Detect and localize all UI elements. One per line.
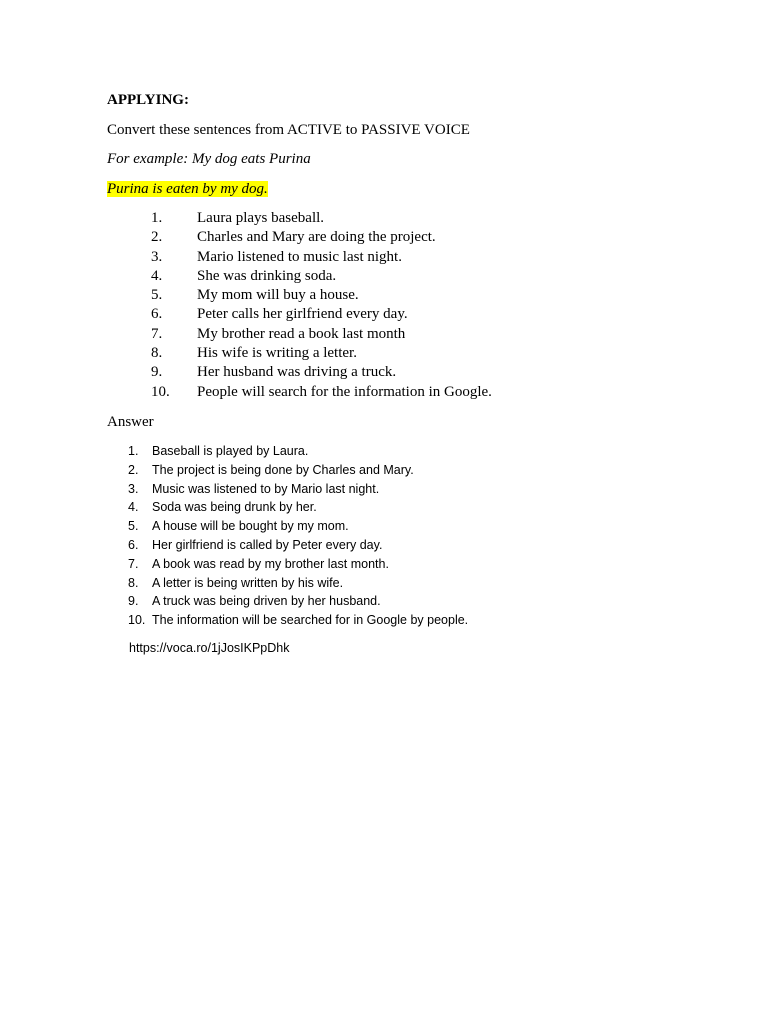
question-number: 7.	[151, 325, 163, 342]
question-number: 4.	[151, 267, 163, 284]
example-sentence: For example: My dog eats Purina	[107, 151, 311, 167]
answer-number: 8.	[128, 575, 139, 590]
answer-number: 4.	[128, 500, 139, 515]
highlighted-example-answer: Purina is eaten by my dog.	[107, 181, 268, 197]
audio-link[interactable]: https://voca.ro/1jJosIKPpDhk	[129, 641, 290, 655]
answer-item	[128, 555, 468, 574]
question-text: People will search for the information in Google.	[197, 383, 492, 400]
question-number: 1.	[151, 210, 163, 226]
answer-item	[128, 574, 468, 593]
question-item	[151, 325, 492, 344]
answer-heading: Answer	[107, 414, 154, 430]
answer-number: 10.	[128, 613, 146, 628]
answer-item	[128, 611, 468, 630]
answer-text: A letter is being written by his wife.	[152, 575, 344, 590]
answer-item	[128, 480, 468, 499]
question-list	[151, 209, 492, 402]
instruction-text: Convert these sentences from ACTIVE to PASSIVE VOICE	[107, 122, 470, 138]
answer-text: A book was read by my brother last month.	[152, 556, 389, 571]
question-number: 6.	[151, 306, 163, 323]
question-item	[151, 267, 492, 286]
answer-item	[128, 461, 468, 480]
example-answer	[107, 180, 268, 199]
answer-number: 2.	[128, 462, 139, 477]
answer-item	[128, 442, 468, 461]
question-item	[151, 228, 492, 247]
answer-text: Soda was being drunk by her.	[152, 500, 317, 515]
answer-text: Baseball is played by Laura.	[152, 444, 309, 458]
question-text: She was drinking soda.	[197, 267, 337, 284]
question-item	[151, 305, 492, 324]
answer-text: The information will be searched for in Google by people.	[152, 613, 469, 628]
question-number: 8.	[151, 345, 163, 362]
answer-number: 9.	[128, 594, 139, 609]
answer-number: 5.	[128, 519, 139, 534]
answer-number: 3.	[128, 481, 139, 496]
section-heading: APPLYING:	[107, 92, 189, 108]
question-text: Mario listened to music last night.	[197, 248, 402, 265]
answer-text: A truck was being driven by her husband.	[152, 594, 381, 609]
answer-item	[128, 592, 468, 611]
question-item	[151, 344, 492, 363]
question-number: 9.	[151, 364, 163, 381]
question-item	[151, 248, 492, 267]
answer-item	[128, 498, 468, 517]
question-text: Laura plays baseball.	[197, 210, 325, 226]
answer-text: The project is being done by Charles and Mary.	[152, 462, 414, 477]
question-item	[151, 286, 492, 305]
question-item	[151, 363, 492, 382]
question-text: My mom will buy a house.	[197, 287, 359, 304]
answer-text: A house will be bought by my mom.	[152, 519, 349, 534]
question-number: 5.	[151, 287, 163, 304]
answer-number: 6.	[128, 537, 139, 552]
question-text: Her husband was driving a truck.	[197, 364, 397, 381]
question-number: 10.	[151, 383, 170, 400]
question-text: His wife is writing a letter.	[197, 345, 357, 362]
question-number: 2.	[151, 229, 163, 246]
answer-number: 7.	[128, 556, 139, 571]
answer-item	[128, 517, 468, 536]
answer-item	[128, 536, 468, 555]
answer-text: Music was listened to by Mario last night.	[152, 481, 380, 496]
answer-list	[128, 442, 468, 630]
question-text: Peter calls her girlfriend every day.	[197, 306, 408, 323]
answer-number: 1.	[128, 444, 139, 458]
question-item	[151, 383, 492, 402]
question-text: Charles and Mary are doing the project.	[197, 229, 436, 246]
question-text: My brother read a book last month	[197, 325, 406, 342]
answer-text: Her girlfriend is called by Peter every day.	[152, 537, 383, 552]
question-item	[151, 209, 492, 228]
question-number: 3.	[151, 248, 163, 265]
